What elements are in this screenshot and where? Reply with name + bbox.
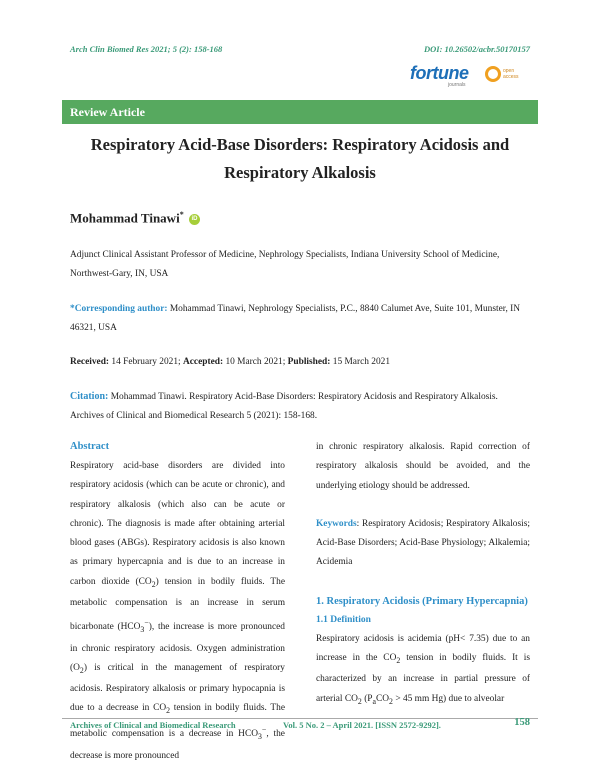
abstract-continued: in chronic respiratory alkalosis. Rapid correction of respiratory alkalosis should be avoided, and the underlying etiology should be addressed. [316,442,530,491]
citation-label: Citation: [70,391,109,402]
affiliation: Adjunct Clinical Assistant Professor of Medicine, Nephrology Specialists, Indiana University School of Medicine, Northwest-Gary, IN, USA [70,250,500,279]
open-access-icon [485,66,501,82]
abstract-column [70,437,285,766]
dates [70,353,530,372]
citation [70,387,530,426]
author-name: Mohammad Tinawi [70,210,180,226]
publisher-logo [410,63,530,93]
footer-journal: Archives of Clinical and Biomedical Research [70,720,236,730]
section-heading: 1. Respiratory Acidosis (Primary Hypercapnia) [316,595,528,607]
received-label: Received: [70,357,110,367]
footer-divider [62,718,538,719]
article-title: Respiratory Acid-Base Disorders: Respiratory Acidosis and Respiratory Alkalosis [90,135,510,182]
logo-subtitle: journals [448,82,466,88]
received-date: 14 February 2021; [111,357,181,367]
keywords-text: Respiratory Acidosis; Respiratory Alkalosis; Acid-Base Disorders; Acid-Base Physiology; Alkalemia; Acidemia [316,518,530,568]
published-date: 15 March 2021 [332,357,391,367]
journal-reference: Arch Clin Biomed Res 2021; 5 (2): 158-168 [70,44,223,54]
article-type-banner [62,100,538,124]
author [70,210,200,226]
section-body: Respiratory acidosis is acidemia (pH< 7.35) due to an increase in the $CO_2$ tension in bodily fluids. It is characterized by an increase in partial pressure of arterial $CO_2$ ($P_aCO_2 > 45$ mm Hg) due to alveolar [316,633,530,706]
subsection-heading: 1.1 Definition [316,614,371,625]
logo-wordmark: fortune [410,63,469,83]
citation-text: Mohammad Tinawi. Respiratory Acid-Base Disorders: Respiratory Acidosis and Respiratory Alkalosis. Archives of Clinical and Biomedical Research 5 (2021): 158-168. [70,392,498,421]
doi-link[interactable]: DOI: 10.26502/acbr.50170157 [423,44,530,54]
keywords: Keywords: Respiratory Acidosis; Respiratory Alkalosis; Acid-Base Disorders; Acid-Base Physiology; Alkalemia; Acidemia [316,518,530,568]
abstract-heading: Abstract [70,441,110,452]
corresponding-mark: * [179,210,184,219]
abstract-body: Respiratory acid-base disorders are divided into respiratory acidosis (which can be acute or chronic), and respiratory alkalosis (which also can be acute or chronic). The diagnosis is made after obtaining arterial blood gases (ABGs). Respiratory acidosis is also known as primary hypercapnia and is due to an increase in carbon dioxide $(CO_2)$ tension in bodily fluids. The metabolic compensation is an increase in serum bicarbonate $(HCO_3^-)$, the increase is more pronounced in chronic respiratory acidosis. Oxygen administration $(O_2)$ is critical in the management of respiratory acidosis. Respiratory alkalosis or primary hypocapnia is due to a decrease in $CO_2$ tension in bodily fluids. The metabolic compensation is a decrease in $HCO_3^-$, the decrease is more pronounced [70,461,285,761]
published-label: Published: [287,357,331,367]
article-type: Review Article [70,105,145,119]
accepted-date: 10 March 2021; [225,357,286,367]
corresponding-text: Mohammad Tinawi, Nephrology Specialists, P.C., 8840 Calumet Ave, Suite 101, Munster, IN 46321, USA [70,304,521,333]
corresponding-author [70,300,530,338]
orcid-icon[interactable]: iD [189,214,200,225]
keywords-label: Keywords [316,518,357,529]
accepted-label: Accepted: [183,357,224,367]
open-access-label: open access [503,68,519,80]
page-number: 158 [514,717,530,728]
right-column [316,438,530,711]
footer-volume: Vol. 5 No. 2 – April 2021. [ISSN 2572-9292]. [283,720,441,730]
corresponding-label: *Corresponding author: [70,304,168,314]
